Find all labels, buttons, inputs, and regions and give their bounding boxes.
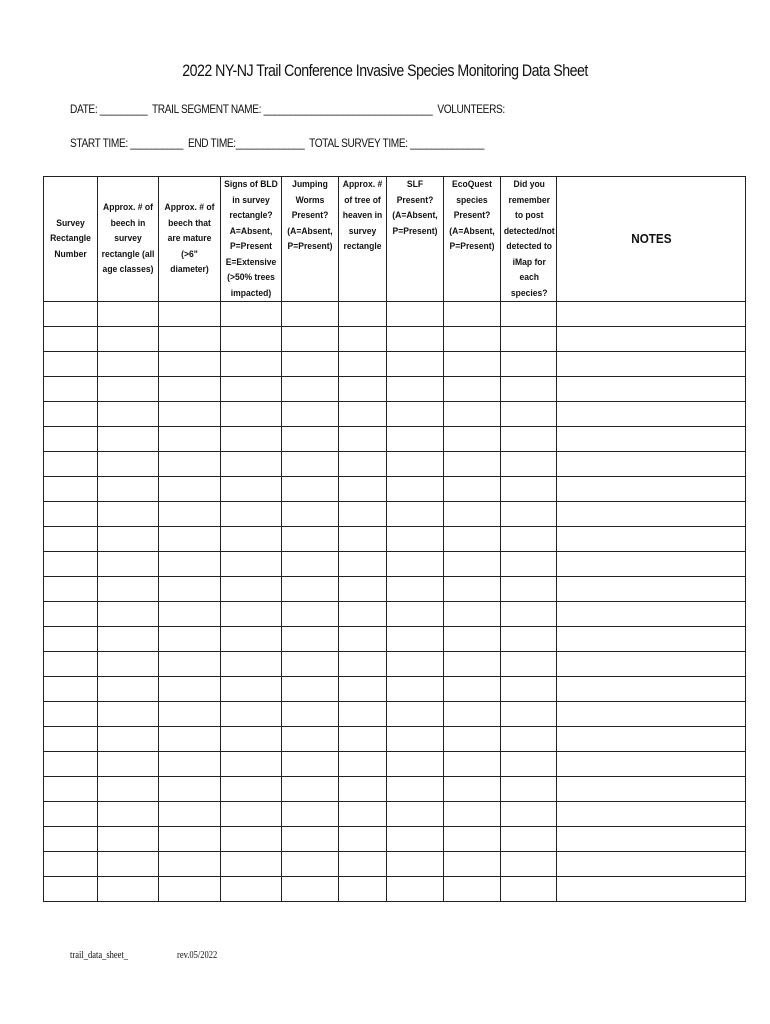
table-cell[interactable] xyxy=(159,627,221,652)
table-cell[interactable] xyxy=(159,702,221,727)
table-cell[interactable] xyxy=(44,752,98,777)
table-cell[interactable] xyxy=(282,802,339,827)
table-cell[interactable] xyxy=(159,402,221,427)
table-cell[interactable] xyxy=(159,377,221,402)
table-cell[interactable] xyxy=(444,377,501,402)
table-cell[interactable] xyxy=(339,427,387,452)
table-cell[interactable] xyxy=(282,727,339,752)
column-header-jumping-worms: Jumping Worms Present? (A=Absent, P=Present) xyxy=(282,177,339,302)
table-cell[interactable] xyxy=(44,352,98,377)
table-cell[interactable] xyxy=(159,652,221,677)
table-cell[interactable] xyxy=(159,827,221,852)
table-cell[interactable] xyxy=(221,527,282,552)
table-cell[interactable] xyxy=(221,577,282,602)
table-cell[interactable] xyxy=(339,452,387,477)
table-cell[interactable] xyxy=(387,577,444,602)
column-header-imap: Did you remember to post detected/not detected to iMap for each species? xyxy=(501,177,557,302)
table-cell[interactable] xyxy=(557,627,746,652)
table-cell[interactable] xyxy=(557,877,746,902)
table-cell[interactable] xyxy=(444,752,501,777)
table-cell[interactable] xyxy=(282,752,339,777)
table-cell[interactable] xyxy=(159,852,221,877)
table-cell[interactable] xyxy=(282,402,339,427)
table-cell[interactable] xyxy=(501,552,557,577)
table-cell[interactable] xyxy=(501,452,557,477)
table-cell[interactable] xyxy=(557,602,746,627)
table-cell[interactable] xyxy=(387,377,444,402)
table-cell[interactable] xyxy=(444,777,501,802)
table-cell[interactable] xyxy=(159,602,221,627)
table-cell[interactable] xyxy=(98,402,159,427)
table-cell[interactable] xyxy=(444,702,501,727)
table-cell[interactable] xyxy=(501,677,557,702)
table-cell[interactable] xyxy=(444,527,501,552)
table-cell[interactable] xyxy=(387,302,444,327)
table-cell[interactable] xyxy=(387,327,444,352)
table-cell[interactable] xyxy=(98,627,159,652)
table-cell[interactable] xyxy=(557,777,746,802)
table-cell[interactable] xyxy=(98,827,159,852)
table-cell[interactable] xyxy=(387,652,444,677)
table-cell[interactable] xyxy=(557,402,746,427)
table-cell[interactable] xyxy=(282,652,339,677)
table-cell[interactable] xyxy=(159,877,221,902)
table-cell[interactable] xyxy=(221,877,282,902)
table-cell[interactable] xyxy=(282,777,339,802)
table-cell[interactable] xyxy=(159,452,221,477)
table-cell[interactable] xyxy=(282,352,339,377)
table-cell[interactable] xyxy=(444,877,501,902)
table-row xyxy=(44,502,746,527)
table-cell[interactable] xyxy=(339,827,387,852)
header-row xyxy=(44,177,746,302)
table-cell[interactable] xyxy=(98,677,159,702)
table-cell[interactable] xyxy=(557,477,746,502)
table-cell[interactable] xyxy=(159,752,221,777)
table-cell[interactable] xyxy=(339,802,387,827)
table-cell[interactable] xyxy=(159,527,221,552)
table-cell[interactable] xyxy=(282,877,339,902)
table-cell[interactable] xyxy=(159,802,221,827)
table-cell[interactable] xyxy=(98,352,159,377)
column-header-mature-beech: Approx. # of beech that are mature (>6" diameter) xyxy=(159,177,221,302)
table-cell[interactable] xyxy=(98,652,159,677)
table-cell[interactable] xyxy=(444,627,501,652)
table-cell[interactable] xyxy=(44,802,98,827)
table-cell[interactable] xyxy=(159,427,221,452)
table-cell[interactable] xyxy=(501,302,557,327)
table-cell[interactable] xyxy=(501,752,557,777)
table-row xyxy=(44,377,746,402)
table-cell[interactable] xyxy=(557,327,746,352)
table-cell[interactable] xyxy=(444,827,501,852)
table-row xyxy=(44,852,746,877)
table-cell[interactable] xyxy=(387,352,444,377)
table-cell[interactable] xyxy=(339,302,387,327)
table-cell[interactable] xyxy=(221,352,282,377)
table-cell[interactable] xyxy=(557,352,746,377)
table-cell[interactable] xyxy=(44,827,98,852)
table-cell[interactable] xyxy=(557,502,746,527)
table-cell[interactable] xyxy=(98,727,159,752)
table-cell[interactable] xyxy=(501,577,557,602)
table-cell[interactable] xyxy=(44,527,98,552)
table-cell[interactable] xyxy=(339,702,387,727)
table-cell[interactable] xyxy=(444,727,501,752)
table-cell[interactable] xyxy=(44,777,98,802)
table-cell[interactable] xyxy=(44,627,98,652)
table-row xyxy=(44,702,746,727)
table-cell[interactable] xyxy=(221,702,282,727)
table-cell[interactable] xyxy=(444,352,501,377)
table-row xyxy=(44,402,746,427)
table-cell[interactable] xyxy=(501,777,557,802)
footer-filename: trail_data_sheet_ xyxy=(70,950,129,961)
table-cell[interactable] xyxy=(339,477,387,502)
table-cell[interactable] xyxy=(282,677,339,702)
table-cell[interactable] xyxy=(282,327,339,352)
table-row xyxy=(44,627,746,652)
table-cell[interactable] xyxy=(339,752,387,777)
table-cell[interactable] xyxy=(501,852,557,877)
table-cell[interactable] xyxy=(339,577,387,602)
table-row xyxy=(44,877,746,902)
table-cell[interactable] xyxy=(44,502,98,527)
table-cell[interactable] xyxy=(339,352,387,377)
table-cell[interactable] xyxy=(557,577,746,602)
table-cell[interactable] xyxy=(159,552,221,577)
table-cell[interactable] xyxy=(339,502,387,527)
table-cell[interactable] xyxy=(282,827,339,852)
table-cell[interactable] xyxy=(557,827,746,852)
table-cell[interactable] xyxy=(501,327,557,352)
table-cell[interactable] xyxy=(44,552,98,577)
table-cell[interactable] xyxy=(444,577,501,602)
table-cell[interactable] xyxy=(282,502,339,527)
table-cell[interactable] xyxy=(557,852,746,877)
table-cell[interactable] xyxy=(339,777,387,802)
table-cell[interactable] xyxy=(501,377,557,402)
table-cell[interactable] xyxy=(557,677,746,702)
table-cell[interactable] xyxy=(44,302,98,327)
table-cell[interactable] xyxy=(557,527,746,552)
column-header-ecoquest: EcoQuest species Present? (A=Absent, P=Present) xyxy=(444,177,501,302)
table-cell[interactable] xyxy=(159,502,221,527)
table-cell[interactable] xyxy=(339,852,387,877)
table-cell[interactable] xyxy=(221,777,282,802)
table-cell[interactable] xyxy=(221,752,282,777)
table-cell[interactable] xyxy=(387,627,444,652)
table-row xyxy=(44,602,746,627)
table-row xyxy=(44,452,746,477)
table-cell[interactable] xyxy=(444,502,501,527)
table-cell[interactable] xyxy=(339,402,387,427)
table-cell[interactable] xyxy=(282,577,339,602)
table-cell[interactable] xyxy=(221,802,282,827)
table-cell[interactable] xyxy=(444,602,501,627)
table-cell[interactable] xyxy=(98,427,159,452)
page-title: 2022 NY-NJ Trail Conference Invasive Species Monitoring Data Sheet xyxy=(182,62,588,80)
table-cell[interactable] xyxy=(221,327,282,352)
table-row xyxy=(44,577,746,602)
table-cell[interactable] xyxy=(557,552,746,577)
table-cell[interactable] xyxy=(44,452,98,477)
table-cell[interactable] xyxy=(221,552,282,577)
table-cell[interactable] xyxy=(444,652,501,677)
table-cell[interactable] xyxy=(387,702,444,727)
table-cell[interactable] xyxy=(387,802,444,827)
table-cell[interactable] xyxy=(501,877,557,902)
table-cell[interactable] xyxy=(444,477,501,502)
table-cell[interactable] xyxy=(98,602,159,627)
table-cell[interactable] xyxy=(557,377,746,402)
table-row xyxy=(44,752,746,777)
table-cell[interactable] xyxy=(221,602,282,627)
table-cell[interactable] xyxy=(387,502,444,527)
table-row xyxy=(44,552,746,577)
table-cell[interactable] xyxy=(221,627,282,652)
table-cell[interactable] xyxy=(98,802,159,827)
table-cell[interactable] xyxy=(501,402,557,427)
table-cell[interactable] xyxy=(339,327,387,352)
table-cell[interactable] xyxy=(282,627,339,652)
table-cell[interactable] xyxy=(387,727,444,752)
table-cell[interactable] xyxy=(444,452,501,477)
table-cell[interactable] xyxy=(339,877,387,902)
table-cell[interactable] xyxy=(444,302,501,327)
table-cell[interactable] xyxy=(501,527,557,552)
table-cell[interactable] xyxy=(387,427,444,452)
table-cell[interactable] xyxy=(159,302,221,327)
table-cell[interactable] xyxy=(557,652,746,677)
table-cell[interactable] xyxy=(282,702,339,727)
table-cell[interactable] xyxy=(159,327,221,352)
table-cell[interactable] xyxy=(501,727,557,752)
table-cell[interactable] xyxy=(387,527,444,552)
table-cell[interactable] xyxy=(501,502,557,527)
table-cell[interactable] xyxy=(501,802,557,827)
table-cell[interactable] xyxy=(98,452,159,477)
table-cell[interactable] xyxy=(557,302,746,327)
table-row xyxy=(44,352,746,377)
table-cell[interactable] xyxy=(444,802,501,827)
table-cell[interactable] xyxy=(221,502,282,527)
table-cell[interactable] xyxy=(501,477,557,502)
table-cell[interactable] xyxy=(387,777,444,802)
table-cell[interactable] xyxy=(221,677,282,702)
table-cell[interactable] xyxy=(221,652,282,677)
table-cell[interactable] xyxy=(557,727,746,752)
table-cell[interactable] xyxy=(557,452,746,477)
table-row xyxy=(44,427,746,452)
time-line: START TIME: __________ END TIME:_____________ TOTAL SURVEY TIME: ______________ xyxy=(70,138,485,150)
table-cell[interactable] xyxy=(98,552,159,577)
table-cell[interactable] xyxy=(444,402,501,427)
table-cell[interactable] xyxy=(44,577,98,602)
table-cell[interactable] xyxy=(557,752,746,777)
column-header-notes: NOTES xyxy=(557,177,746,302)
date-segment-volunteers-line: DATE: _________ TRAIL SEGMENT NAME: ________________________________ VOLUNTEERS: xyxy=(70,104,505,116)
data-sheet-table xyxy=(43,176,746,902)
table-cell[interactable] xyxy=(44,602,98,627)
table-cell[interactable] xyxy=(282,852,339,877)
table-cell[interactable] xyxy=(444,677,501,702)
table-row xyxy=(44,827,746,852)
table-cell[interactable] xyxy=(98,527,159,552)
table-cell[interactable] xyxy=(44,652,98,677)
table-row xyxy=(44,802,746,827)
table-cell[interactable] xyxy=(221,477,282,502)
table-cell[interactable] xyxy=(501,427,557,452)
table-cell[interactable] xyxy=(387,752,444,777)
table-cell[interactable] xyxy=(339,677,387,702)
table-cell[interactable] xyxy=(159,677,221,702)
table-cell[interactable] xyxy=(444,427,501,452)
table-cell[interactable] xyxy=(44,402,98,427)
table-cell[interactable] xyxy=(444,852,501,877)
table-cell[interactable] xyxy=(282,302,339,327)
table-cell[interactable] xyxy=(339,602,387,627)
table-cell[interactable] xyxy=(387,677,444,702)
table-cell[interactable] xyxy=(221,827,282,852)
table-cell[interactable] xyxy=(387,827,444,852)
table-cell[interactable] xyxy=(44,702,98,727)
table-cell[interactable] xyxy=(44,327,98,352)
footer-revision: rev.05/2022 xyxy=(177,950,218,961)
table-cell[interactable] xyxy=(444,552,501,577)
table-cell[interactable] xyxy=(221,302,282,327)
table-cell[interactable] xyxy=(98,377,159,402)
table-cell[interactable] xyxy=(282,527,339,552)
table-cell[interactable] xyxy=(98,777,159,802)
table-cell[interactable] xyxy=(221,727,282,752)
table-cell[interactable] xyxy=(98,702,159,727)
table-cell[interactable] xyxy=(387,477,444,502)
table-cell[interactable] xyxy=(501,652,557,677)
table-cell[interactable] xyxy=(501,827,557,852)
table-cell[interactable] xyxy=(159,352,221,377)
column-header-beech-count: Approx. # of beech in survey rectangle (all age classes) xyxy=(98,177,159,302)
column-header-bld-signs: Signs of BLD in survey rectangle? A=Absent, P=Present E=Extensive (>50% trees impacted) xyxy=(221,177,282,302)
table-cell[interactable] xyxy=(557,427,746,452)
table-cell[interactable] xyxy=(501,702,557,727)
table-cell[interactable] xyxy=(282,552,339,577)
table-cell[interactable] xyxy=(44,477,98,502)
table-cell[interactable] xyxy=(44,877,98,902)
table-row xyxy=(44,477,746,502)
table-cell[interactable] xyxy=(387,602,444,627)
table-cell[interactable] xyxy=(387,402,444,427)
table-cell[interactable] xyxy=(387,852,444,877)
table-cell[interactable] xyxy=(159,477,221,502)
table-row xyxy=(44,327,746,352)
table-cell[interactable] xyxy=(159,777,221,802)
table-cell[interactable] xyxy=(159,727,221,752)
table-row xyxy=(44,652,746,677)
table-body xyxy=(44,302,746,902)
table-cell[interactable] xyxy=(339,552,387,577)
table-cell[interactable] xyxy=(221,402,282,427)
table-cell[interactable] xyxy=(501,352,557,377)
table-cell[interactable] xyxy=(444,327,501,352)
table-cell[interactable] xyxy=(501,602,557,627)
table-cell[interactable] xyxy=(98,327,159,352)
table-cell[interactable] xyxy=(387,877,444,902)
table-row xyxy=(44,777,746,802)
table-cell[interactable] xyxy=(387,552,444,577)
table-row xyxy=(44,302,746,327)
table-cell[interactable] xyxy=(44,377,98,402)
table-cell[interactable] xyxy=(339,627,387,652)
table-cell[interactable] xyxy=(98,877,159,902)
table-cell[interactable] xyxy=(557,702,746,727)
column-header-survey-rectangle: Survey Rectangle Number xyxy=(44,177,98,302)
table-cell[interactable] xyxy=(44,427,98,452)
table-cell[interactable] xyxy=(339,652,387,677)
table-cell[interactable] xyxy=(98,477,159,502)
table-cell[interactable] xyxy=(282,377,339,402)
table-cell[interactable] xyxy=(387,452,444,477)
table-cell[interactable] xyxy=(98,302,159,327)
table-cell[interactable] xyxy=(159,577,221,602)
table-cell[interactable] xyxy=(44,677,98,702)
table-cell[interactable] xyxy=(221,427,282,452)
table-cell[interactable] xyxy=(282,427,339,452)
table-cell[interactable] xyxy=(44,852,98,877)
table-cell[interactable] xyxy=(501,627,557,652)
table-cell[interactable] xyxy=(221,377,282,402)
table-cell[interactable] xyxy=(221,452,282,477)
column-header-slf: SLF Present? (A=Absent, P=Present) xyxy=(387,177,444,302)
table-cell[interactable] xyxy=(339,377,387,402)
table-cell[interactable] xyxy=(221,852,282,877)
table-row xyxy=(44,527,746,552)
table-cell[interactable] xyxy=(98,852,159,877)
table-row xyxy=(44,677,746,702)
table-cell[interactable] xyxy=(339,727,387,752)
table-cell[interactable] xyxy=(282,477,339,502)
table-cell[interactable] xyxy=(98,752,159,777)
table-cell[interactable] xyxy=(557,802,746,827)
table-cell[interactable] xyxy=(44,727,98,752)
table-cell[interactable] xyxy=(282,452,339,477)
table-cell[interactable] xyxy=(282,602,339,627)
table-row xyxy=(44,727,746,752)
column-header-tree-of-heaven: Approx. # of tree of heaven in survey rectangle xyxy=(339,177,387,302)
table-cell[interactable] xyxy=(98,577,159,602)
table-cell[interactable] xyxy=(98,502,159,527)
table-cell[interactable] xyxy=(339,527,387,552)
